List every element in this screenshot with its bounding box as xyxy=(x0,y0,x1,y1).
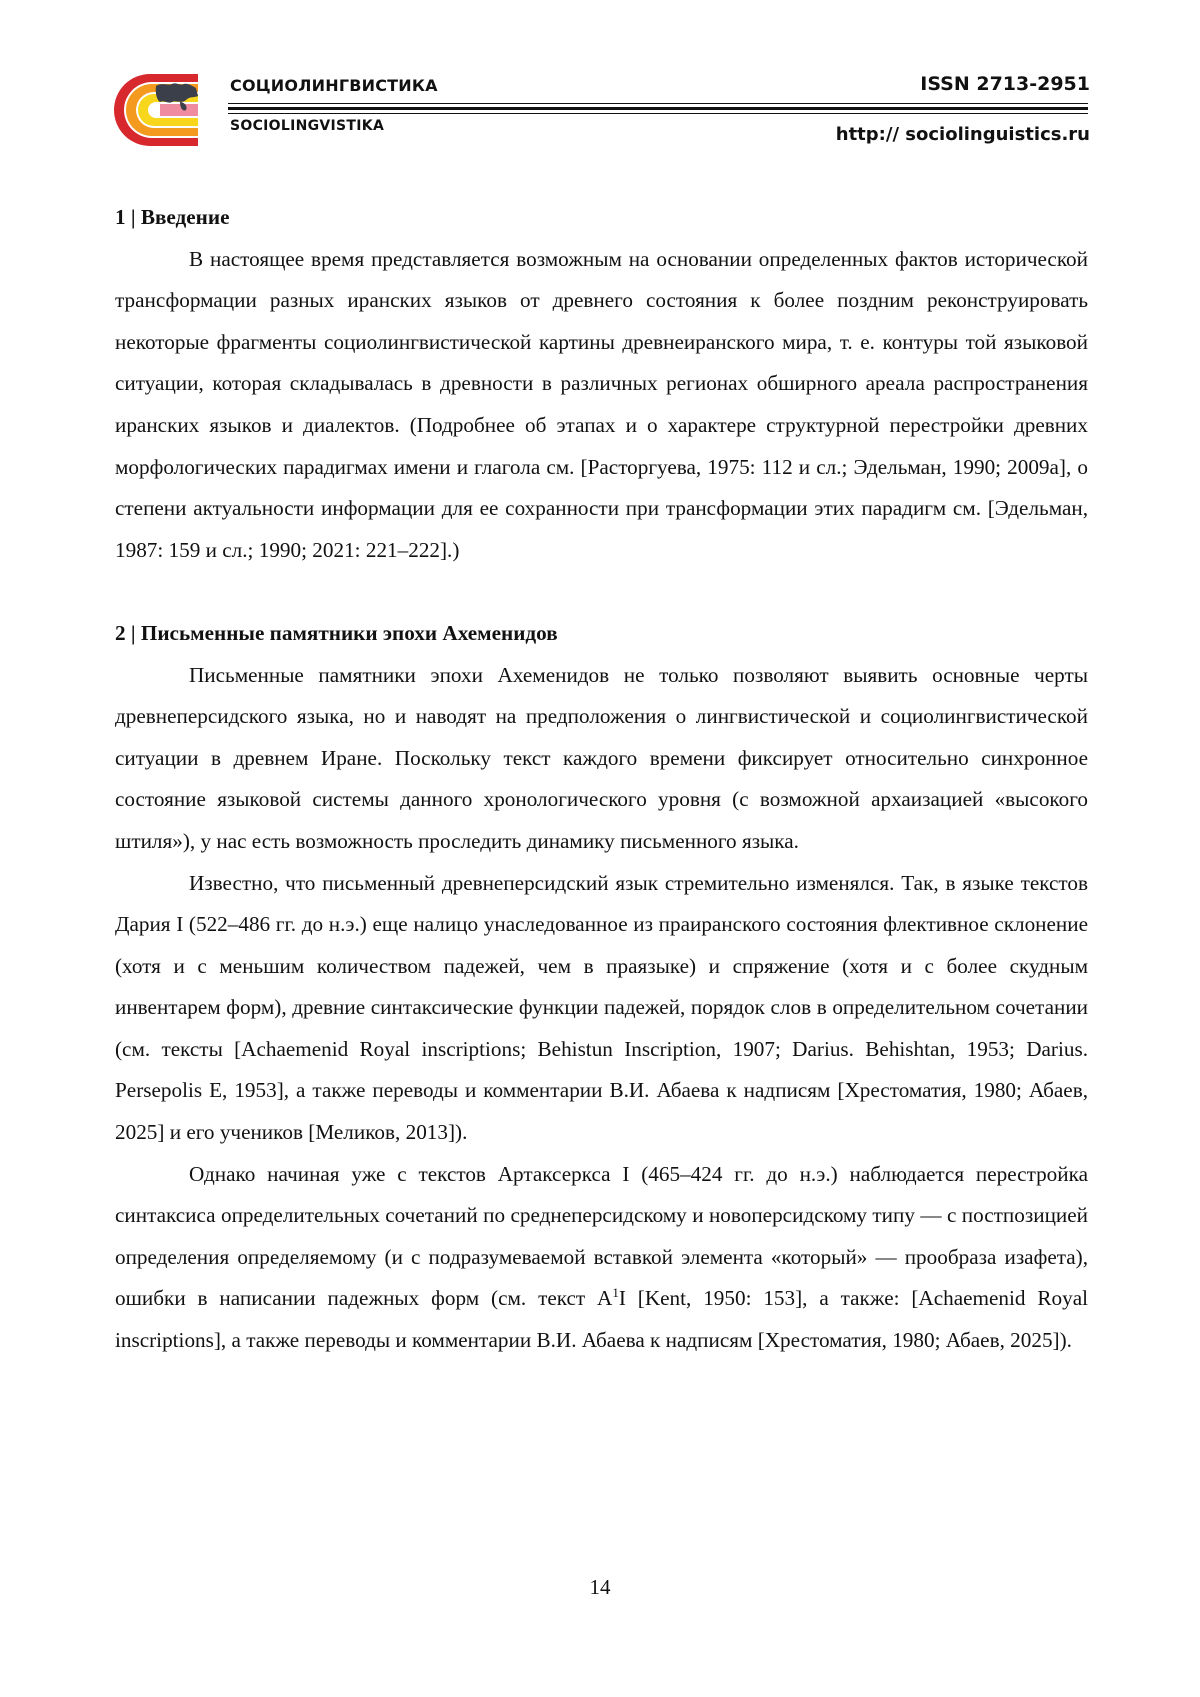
sociolinguistics-logo-icon xyxy=(110,72,210,148)
header-rule xyxy=(228,103,1088,104)
article-body xyxy=(115,197,1088,1362)
page-header xyxy=(0,0,1200,170)
paragraph: Письменные памятники эпохи Ахеменидов не только позволяют выявить основные черты древнеперсидского языка, но и наводят на предположения о лингвистической и социолингвистической ситуации в древнем Иране. Поскольку текст каждого времени фиксирует относительно синхронное состояние языковой системы данного хронологического уровня (с возможной архаизацией «высокого штиля»), у нас есть возможность проследить динамику письменного языка. xyxy=(115,662,1088,853)
journal-name-en: SOCIOLINGVISTIKA xyxy=(230,118,385,134)
issn-label: ISSN 2713-2951 xyxy=(920,73,1090,95)
superscript: 1 xyxy=(612,1285,619,1301)
paragraph-text: I [Kent, 1950: 153], а также: [Achaemenid Royal inscriptions], а также переводы и комментарии В.И. Абаева к надписям [Хрестоматия, 1980; Абаев, 2025]). xyxy=(115,1286,1088,1353)
header-rule xyxy=(228,107,1088,110)
journal-name-ru: СОЦИОЛИНГВИСТИКА xyxy=(230,76,438,95)
paragraph: В настоящее время представляется возможным на основании определенных фактов исторической трансформации разных иранских языков от древнего состояния к более поздним реконструировать некоторые фрагменты социолингвистической картины древнеиранского мира, т. е. контуры той языковой ситуации, которая складывалась в древности в различных регионах обширного ареала распространения иранских языков и диалектов. (Подробнее об этапах и о характере структурной перестройки древних морфологических парадигмах имени и глагола см. [Расторгуева, 1975: 112 и сл.; Эдельман, 1990; 2009а], о степени актуальности информации для ее сохранности при трансформации этих парадигм см. [Эдельман, 1987: 159 и сл.; 1990; 2021: 221–222].) xyxy=(115,246,1088,562)
paragraph-text: Однако начиная уже с текстов Артаксеркса I (465–424 гг. до н.э.) наблюдается перестройка синтаксиса определительных сочетаний по среднеперсидскому и новоперсидскому типу — с постпозицией определения определяемому (и с подразумеваемой вставкой элемента «который» — прообраза изафета), ошибки в написании падежных форм (см. текст A xyxy=(115,1161,1088,1311)
paragraph xyxy=(115,1154,1088,1362)
section-heading-achaemenid-monuments: 2 | Письменные памятники эпохи Ахеменидов xyxy=(115,620,558,645)
website-link[interactable]: http:// sociolinguistics.ru xyxy=(835,124,1090,145)
section-heading-introduction: 1 | Введение xyxy=(115,205,230,229)
page-number: 14 xyxy=(589,1575,611,1599)
paragraph: Известно, что письменный древнеперсидский язык стремительно изменялся. Так, в языке текстов Дария I (522–486 гг. до н.э.) еще налицо унаследованное из праиранского состояния флективное склонение (хотя и с меньшим количеством падежей, чем в праязыке) и спряжение (хотя и с более скудным инвентарем форм), древние синтаксические функции падежей, порядок слов в определительном сочетании (см. тексты [Achaemenid Royal inscriptions; Behistun Inscription, 1907; Darius. Behishtan, 1953; Darius. Persepolis E, 1953], а также переводы и комментарии В.И. Абаева к надписям [Хрестоматия, 1980; Абаев, 2025] и его учеников [Меликов, 2013]). xyxy=(115,870,1088,1145)
header-rule xyxy=(228,113,1088,114)
